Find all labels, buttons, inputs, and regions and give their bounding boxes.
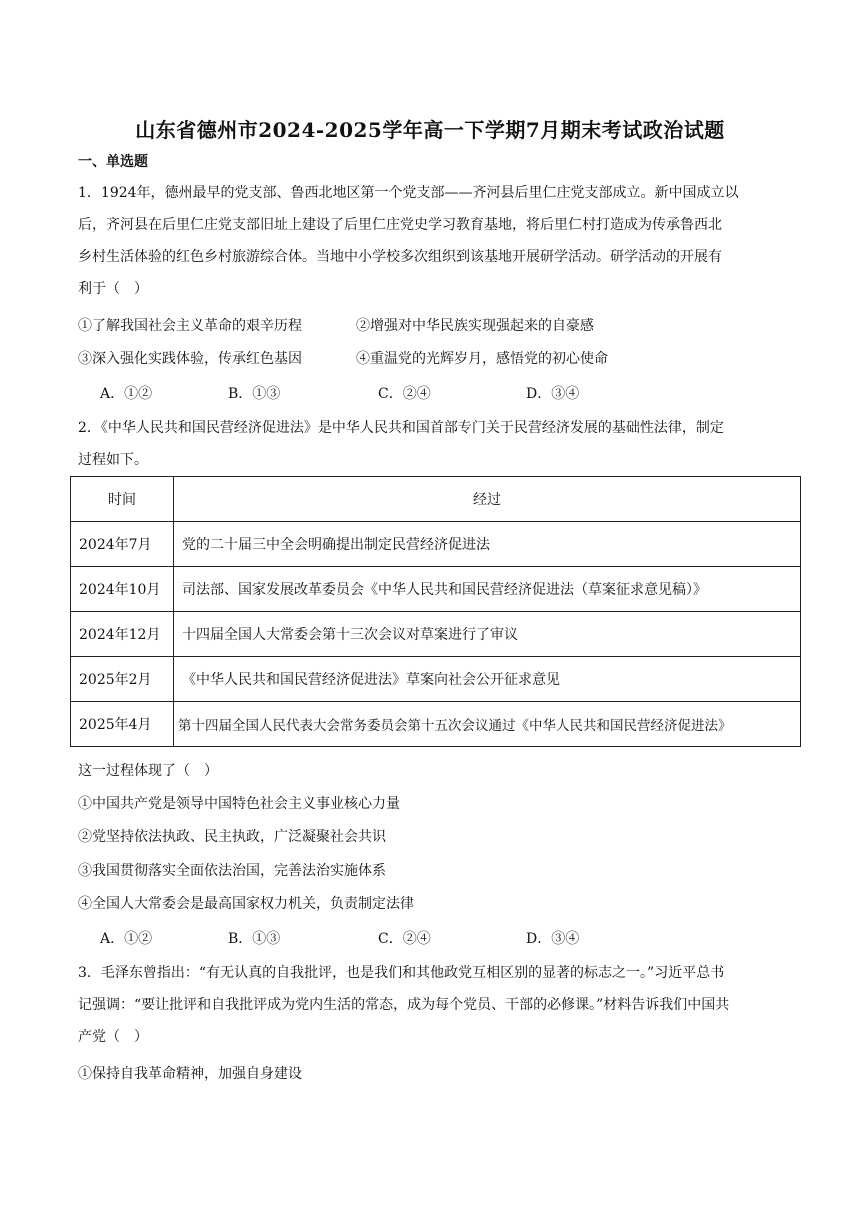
q2-option-b[interactable]: B．①③: [228, 931, 281, 947]
table-row: [71, 522, 801, 567]
q3-stem-line-1: 3．毛泽东曾指出：“有无认真的自我批评，也是我们和其他政党互相区别的显著的标志之一。”习近平总书: [78, 965, 725, 981]
q3-stem-line-2: 记强调：“要让批评和自我批评成为党内生活的常态，成为每个党员、干部的必修课。”材料告诉我们中国共: [78, 997, 730, 1013]
q1-item-1: ①了解我国社会主义革命的艰辛历程: [78, 318, 302, 334]
q1-stem-line-3: 乡村生活体验的红色乡村旅游综合体。当地中小学校多次组织到该基地开展研学活动。研学活动的开展有: [78, 249, 722, 265]
table-cell-process: 司法部、国家发展改革委员会《中华人民共和国民营经济促进法（草案征求意见稿）》: [174, 567, 801, 612]
q2-stem-line-2: 过程如下。: [78, 452, 148, 468]
q1-option-a[interactable]: A．①②: [100, 386, 153, 402]
table-header-time: 时间: [71, 477, 174, 522]
table-cell-process: 第十四届全国人民代表大会常务委员会第十五次会议通过《中华人民共和国民营经济促进法》: [174, 702, 801, 747]
q3-item-1: ①保持自我革命精神，加强自身建设: [78, 1066, 302, 1082]
q3-stem-line-3: 产党（ ）: [78, 1029, 148, 1045]
table-cell-time: 2025年4月: [71, 702, 174, 747]
q1-stem-line-1: 1．1924年，德州最早的党支部、鲁西北地区第一个党支部——齐河县后里仁庄党支部成立。新中国成立以: [78, 185, 739, 201]
table-row: [71, 702, 801, 747]
section-heading: 一、单选题: [78, 154, 148, 170]
q1-option-b[interactable]: B．①③: [228, 386, 281, 402]
q2-option-a[interactable]: A．①②: [100, 931, 153, 947]
q1-item-2: ②增强对中华民族实现强起来的自豪感: [356, 318, 594, 334]
table-row: [71, 612, 801, 657]
table-cell-process: 《中华人民共和国民营经济促进法》草案向社会公开征求意见: [174, 657, 801, 702]
table-header-row: [71, 477, 801, 522]
table-cell-process: 十四届全国人大常委会第十三次会议对草案进行了审议: [174, 612, 801, 657]
table-cell-process: 党的二十届三中全会明确提出制定民营经济促进法: [174, 522, 801, 567]
q1-item-4: ④重温党的光辉岁月，感悟党的初心使命: [356, 351, 608, 367]
q1-option-c[interactable]: C．②④: [378, 386, 431, 402]
q2-item-3: ③我国贯彻落实全面依法治国，完善法治实施体系: [78, 863, 386, 879]
q2-item-4: ④全国人大常委会是最高国家权力机关，负责制定法律: [78, 896, 414, 912]
table-cell-time: 2024年12月: [71, 612, 174, 657]
q2-item-1: ①中国共产党是领导中国特色社会主义事业核心力量: [78, 796, 400, 812]
q2-option-c[interactable]: C．②④: [378, 931, 431, 947]
q1-item-3: ③深入强化实践体验，传承红色基因: [78, 351, 302, 367]
process-table: [70, 476, 801, 747]
table-cell-time: 2024年7月: [71, 522, 174, 567]
q2-item-2: ②党坚持依法执政、民主执政，广泛凝聚社会共识: [78, 829, 386, 845]
q1-option-d[interactable]: D．③④: [526, 386, 580, 402]
q2-stem-line-1: 2．《中华人民共和国民营经济促进法》是中华人民共和国首部专门关于民营经济发展的基础性法律，制定: [78, 420, 724, 436]
table-cell-time: 2024年10月: [71, 567, 174, 612]
table-cell-time: 2025年2月: [71, 657, 174, 702]
q1-stem-line-2: 后，齐河县在后里仁庄党支部旧址上建设了后里仁庄党史学习教育基地，将后里仁村打造成为传承鲁西北: [78, 217, 722, 233]
q1-stem-line-4: 利于（ ）: [78, 281, 148, 297]
page-title: 山东省德州市2024-2025学年高一下学期7月期末考试政治试题: [135, 118, 725, 142]
table-row: [71, 657, 801, 702]
q2-option-d[interactable]: D．③④: [526, 931, 580, 947]
table-header-process: 经过: [174, 477, 801, 522]
q2-question: 这一过程体现了（ ）: [78, 763, 218, 779]
table-row: [71, 567, 801, 612]
